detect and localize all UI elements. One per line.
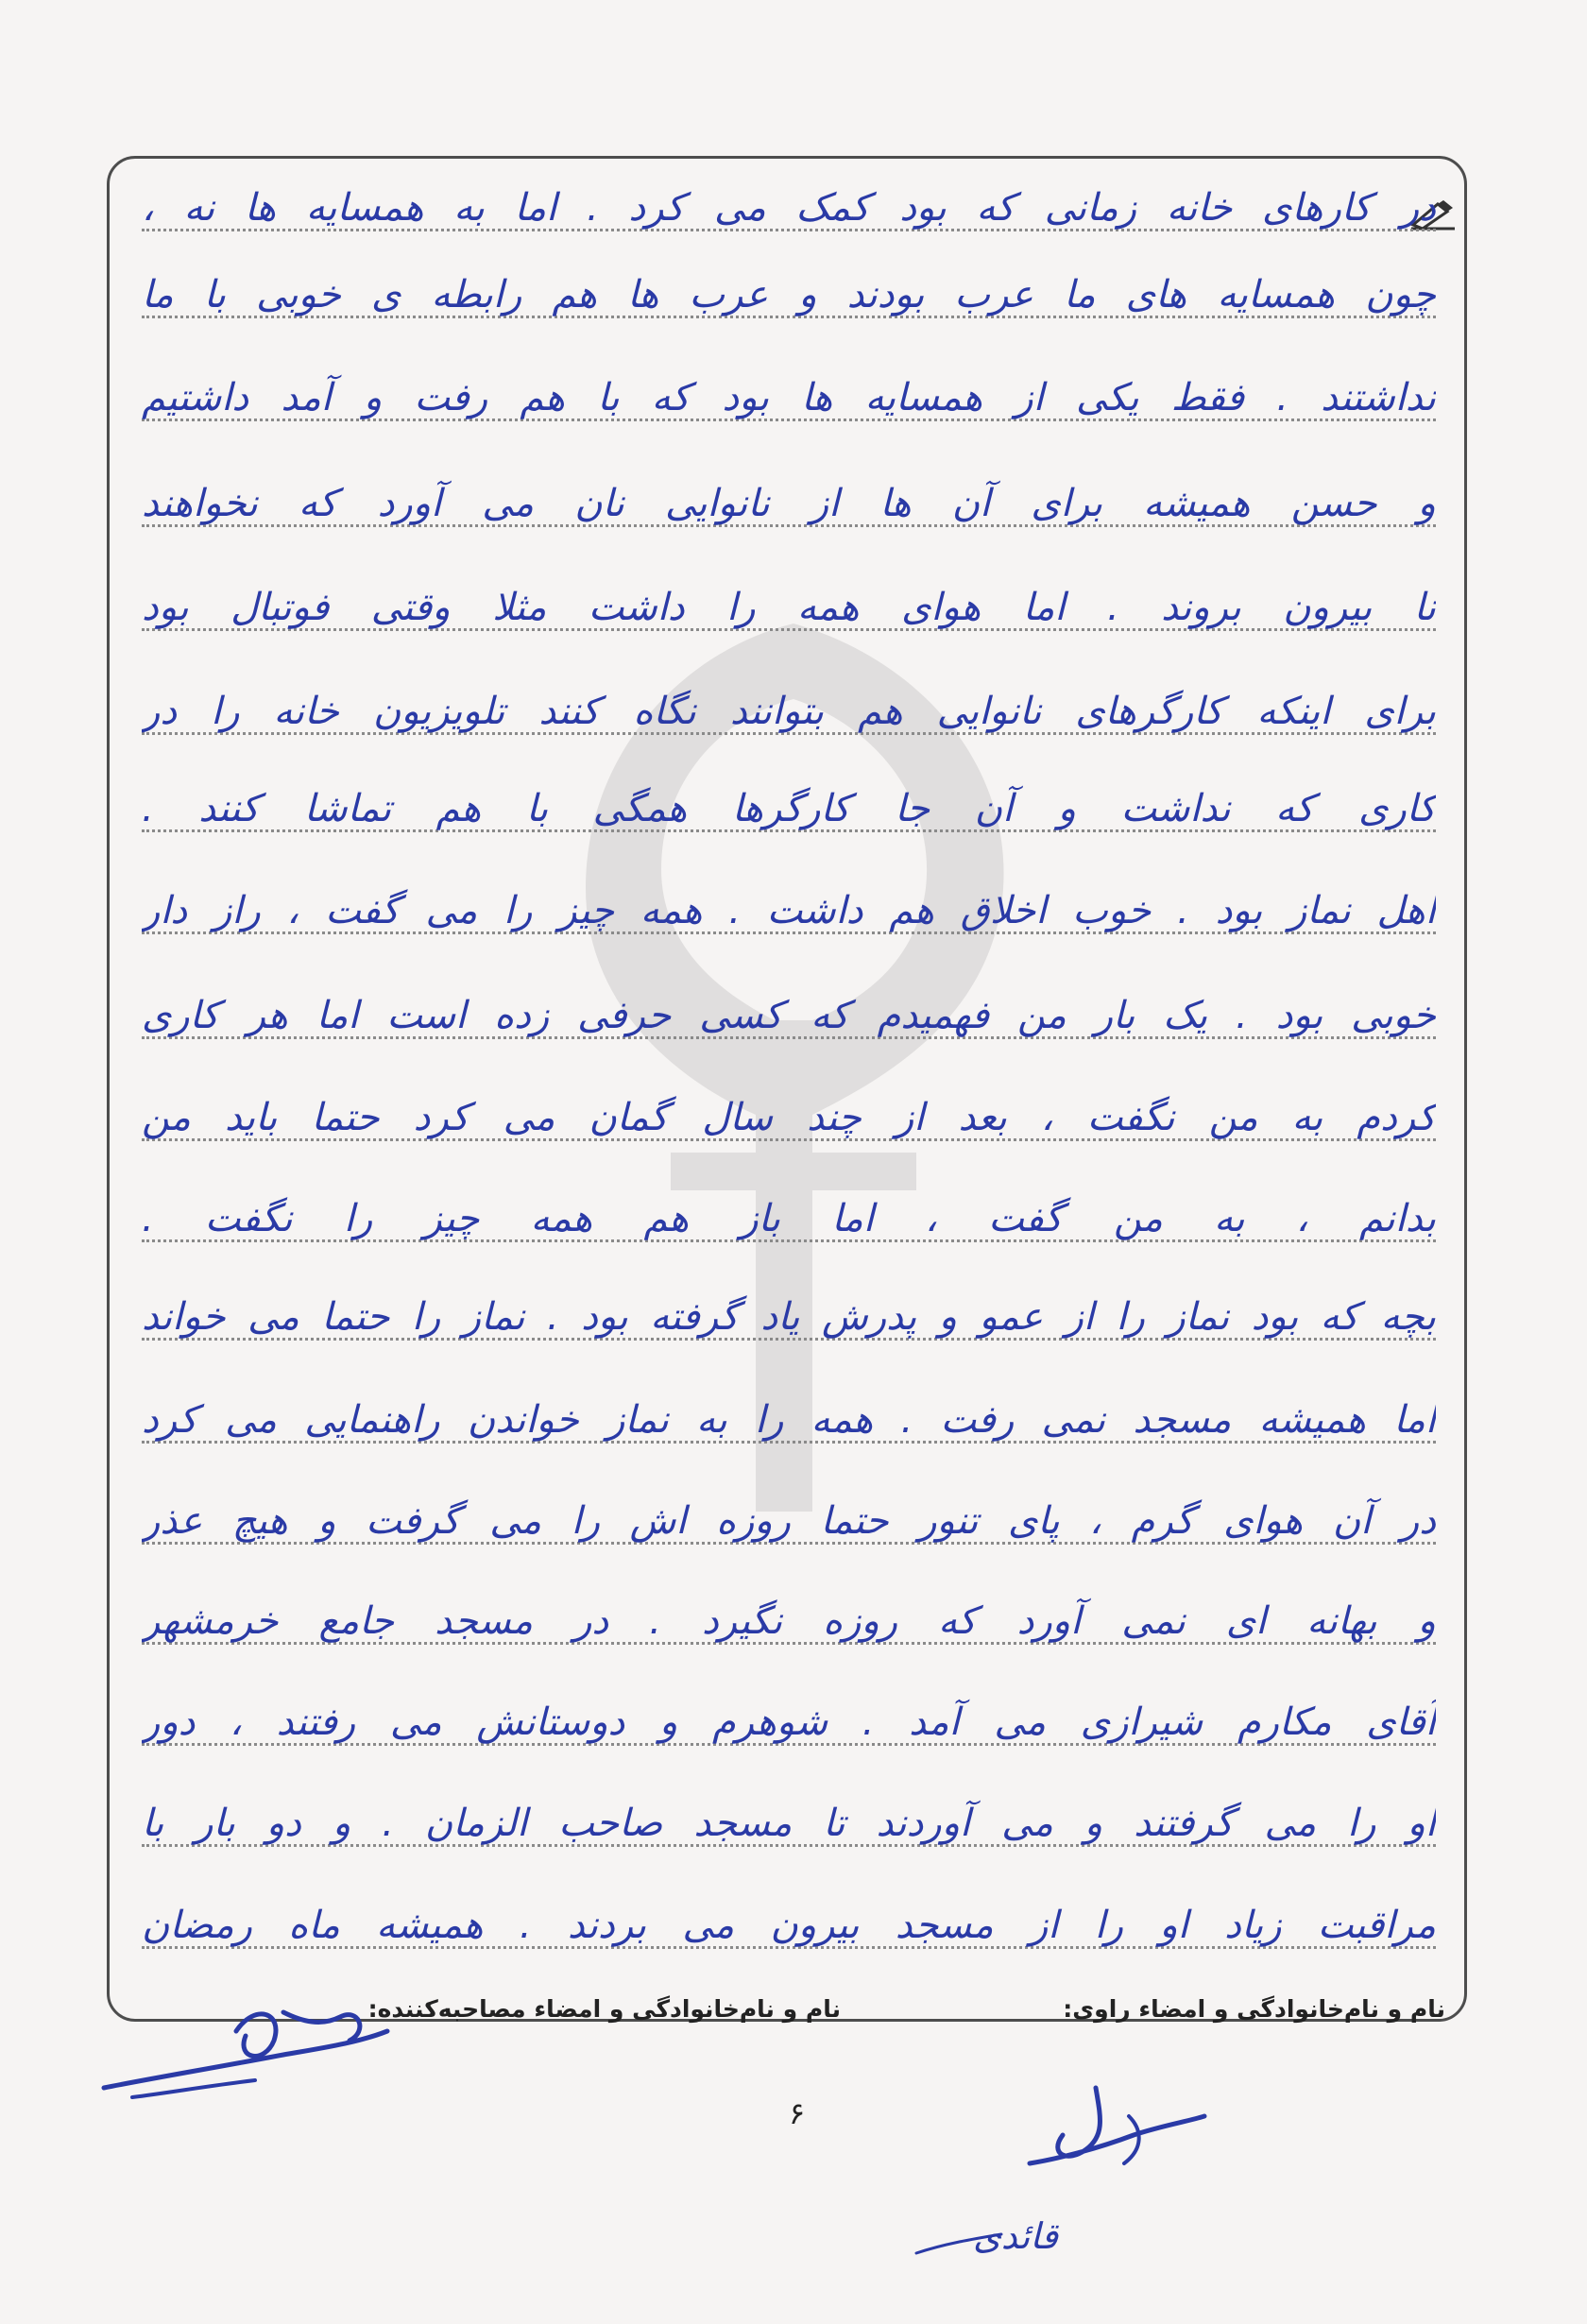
handwritten-line: مراقبت زیاد او را از مسجد بیرون می بردند . همیشه ماه رمضان [142, 1904, 1436, 1947]
narrator-signature [94, 1974, 397, 2116]
handwritten-line: اما همیشه مسجد نمی رفت . همه را به نماز خواندن راهنمایی می کرد [142, 1398, 1436, 1442]
handwritten-line: در کارهای خانه زمانی که بود کمک می کرد . اما به همسایه ها نه ، [142, 186, 1436, 230]
handwritten-line: برای اینکه کارگرهای نانوایی هم بتوانند نگاه کنند تلویزیون خانه را در [142, 690, 1436, 733]
handwritten-line: نا بیرون بروند . اما هوای همه را داشت مثلا وقتی فوتبال بود [142, 586, 1436, 629]
handwritten-line: در آن هوای گرم ، پای تنور حتما روزه اش را می گرفت و هیچ عذر [142, 1499, 1436, 1543]
handwritten-line: بچه که بود نماز را از عمو و پدرش یاد گرفته بود . نماز را حتما می خواند [142, 1295, 1436, 1339]
narrator-signature-label: نام و نام‌خانوادگی و امضاء راوی: [1063, 1995, 1445, 2023]
handwritten-line: کاری که نداشت و آن جا کارگرها همگی با هم تماشا کنند . [142, 787, 1436, 830]
handwritten-line: نداشتند . فقط یکی از همسایه ها بود که با هم رفت و آمد داشتیم [142, 376, 1436, 419]
handwritten-line: کردم به من نگفت ، بعد از چند سال گمان می کرد حتما باید من [142, 1096, 1436, 1139]
page-number: ۶ [789, 2095, 806, 2131]
handwritten-line: و حسن همیشه برای آن ها از نانوایی نان می آورد که نخواهند [142, 482, 1436, 525]
interviewer-signature [907, 2078, 1209, 2286]
handwritten-text-area [142, 186, 1436, 1984]
handwritten-line: چون همسایه های ما عرب بودند و عرب ها هم رابطه ی خوبی با ما [142, 273, 1436, 316]
handwritten-line: خوبی بود . یک بار من فهمیدم که کسی حرفی زده است اما هر کاری [142, 994, 1436, 1037]
handwritten-line: آقای مکارم شیرازی می آمد . شوهرم و دوستانش می رفتند ، دور [142, 1700, 1436, 1744]
handwritten-line: اهل نماز بود . خوب اخلاق هم داشت . همه چیز را می گفت ، راز دار [142, 889, 1436, 932]
interviewer-signature-label: نام و نام‌خانوادگی و امضاء مصاحبه‌کننده: [367, 1995, 841, 2023]
handwritten-line: و بهانه ای نمی آورد که روزه نگیرد . در مسجد جامع خرمشهر [142, 1599, 1436, 1643]
interviewer-name: قائدی [973, 2215, 1059, 2257]
handwritten-line: بدانم ، به من گفت ، اما باز هم همه چیز را نگفت . [142, 1197, 1436, 1240]
handwritten-line: او را می گرفتند و می آوردند تا مسجد صاحب الزمان . و دو بار با [142, 1802, 1436, 1845]
